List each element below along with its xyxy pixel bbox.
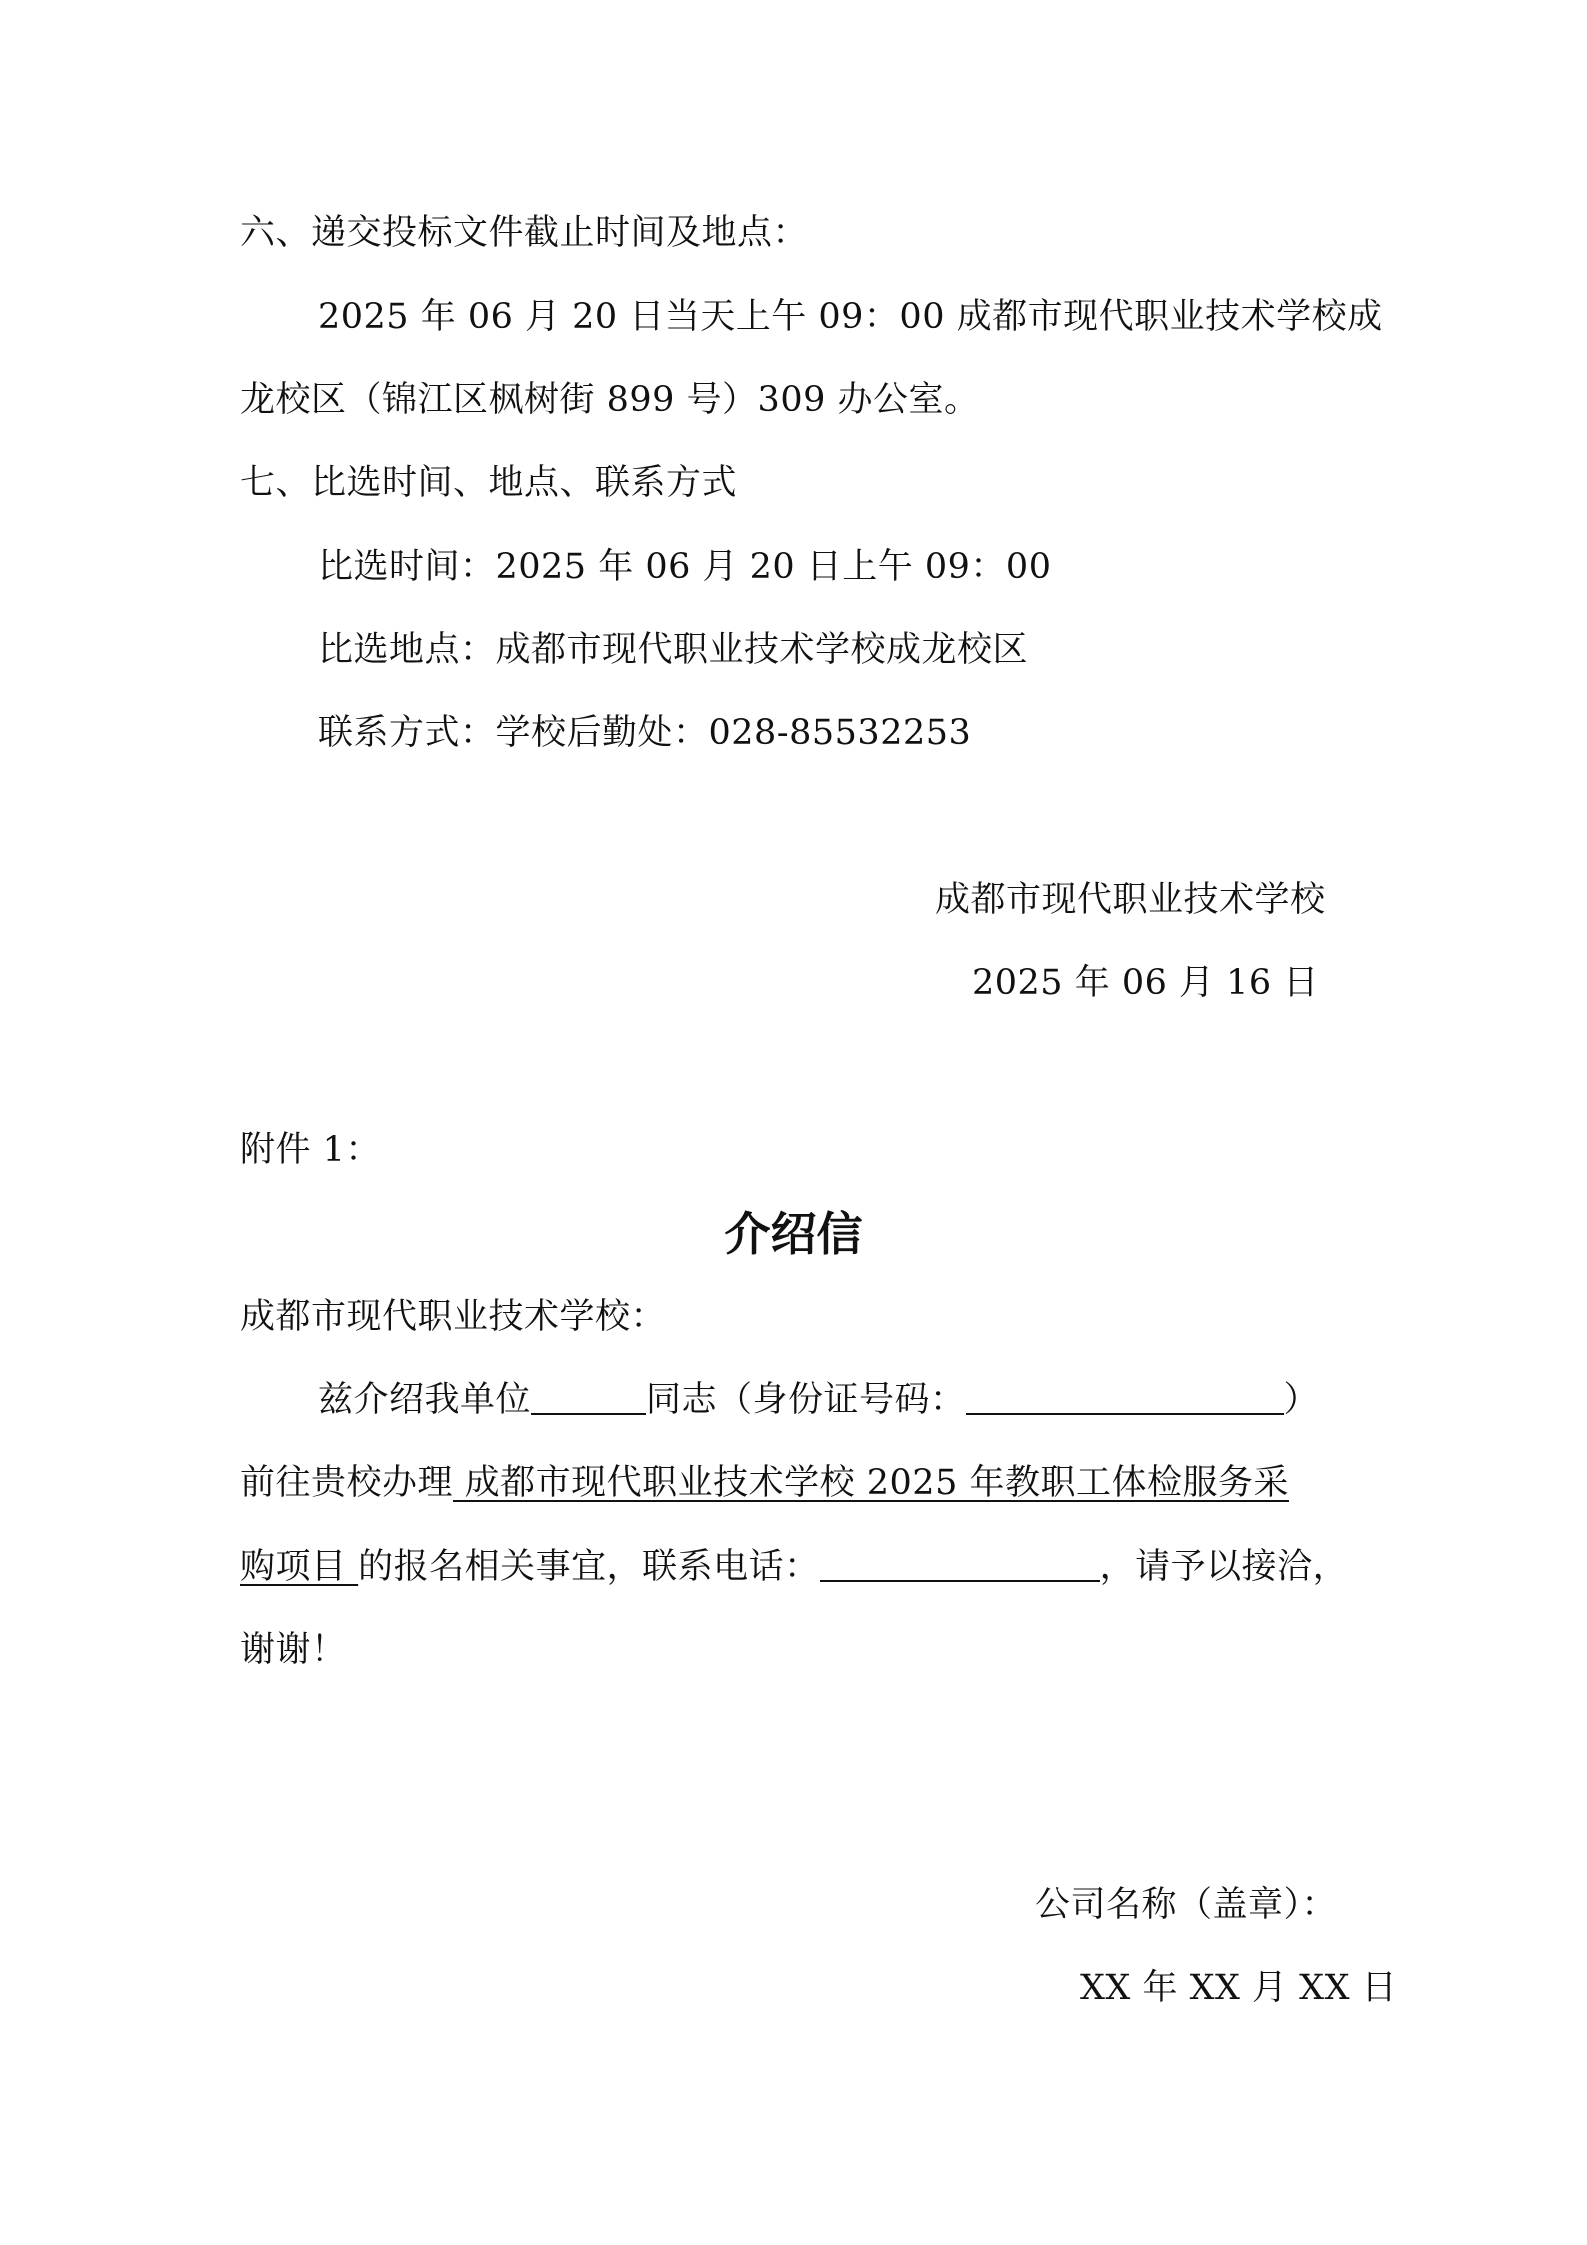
- letter-matter-text: 的报名相关事宜，联系电话：: [358, 1547, 820, 1587]
- letter-paragraph-line3: [240, 1542, 1348, 1592]
- name-blank-field[interactable]: [531, 1379, 646, 1415]
- signature-org: 成都市现代职业技术学校: [935, 880, 1326, 920]
- letter-title: 介绍信: [724, 1207, 863, 1261]
- signature-date: 2025 年 06 月 16 日: [972, 963, 1319, 1003]
- section6-body-line1: 2025 年 06 月 20 日当天上午 09：00 成都市现代职业技术学校成: [318, 297, 1383, 337]
- letter-paragraph-line2: [240, 1458, 1289, 1508]
- project-name-underlined: 成都市现代职业技术学校 2025 年教职工体检服务采: [453, 1463, 1289, 1503]
- section7-time: 比选时间：2025 年 06 月 20 日上午 09：00: [318, 547, 1052, 587]
- id-number-blank-field[interactable]: [966, 1379, 1284, 1415]
- section6-body-line2: 龙校区（锦江区枫树街 899 号）309 办公室。: [240, 380, 980, 420]
- section6-heading: 六、递交投标文件截止时间及地点：: [240, 213, 809, 253]
- letter-go-text: 前往贵校办理: [240, 1463, 454, 1503]
- phone-blank-field[interactable]: [820, 1546, 1100, 1582]
- letter-salutation: 成都市现代职业技术学校：: [240, 1297, 667, 1337]
- section7-heading: 七、比选时间、地点、联系方式: [240, 463, 738, 503]
- letter-request-text: ，请予以接洽，: [1099, 1547, 1349, 1587]
- letter-id-text: 同志（身份证号码：: [646, 1380, 966, 1420]
- letter-close-paren: ）: [1283, 1380, 1320, 1420]
- section7-contact: 联系方式：学校后勤处：028-85532253: [318, 713, 972, 753]
- letter-thanks: 谢谢！: [240, 1630, 347, 1670]
- section7-place: 比选地点：成都市现代职业技术学校成龙校区: [318, 630, 1029, 670]
- letter-date: XX 年 XX 月 XX 日: [1080, 1968, 1398, 2008]
- project-name-underlined-cont: 购项目: [240, 1547, 359, 1587]
- letter-intro-text: 兹介绍我单位: [318, 1380, 532, 1420]
- company-seal-label: 公司名称（盖章）：: [1035, 1885, 1338, 1925]
- letter-paragraph-line1: [318, 1375, 1319, 1425]
- attachment-label: 附件 1：: [240, 1130, 381, 1170]
